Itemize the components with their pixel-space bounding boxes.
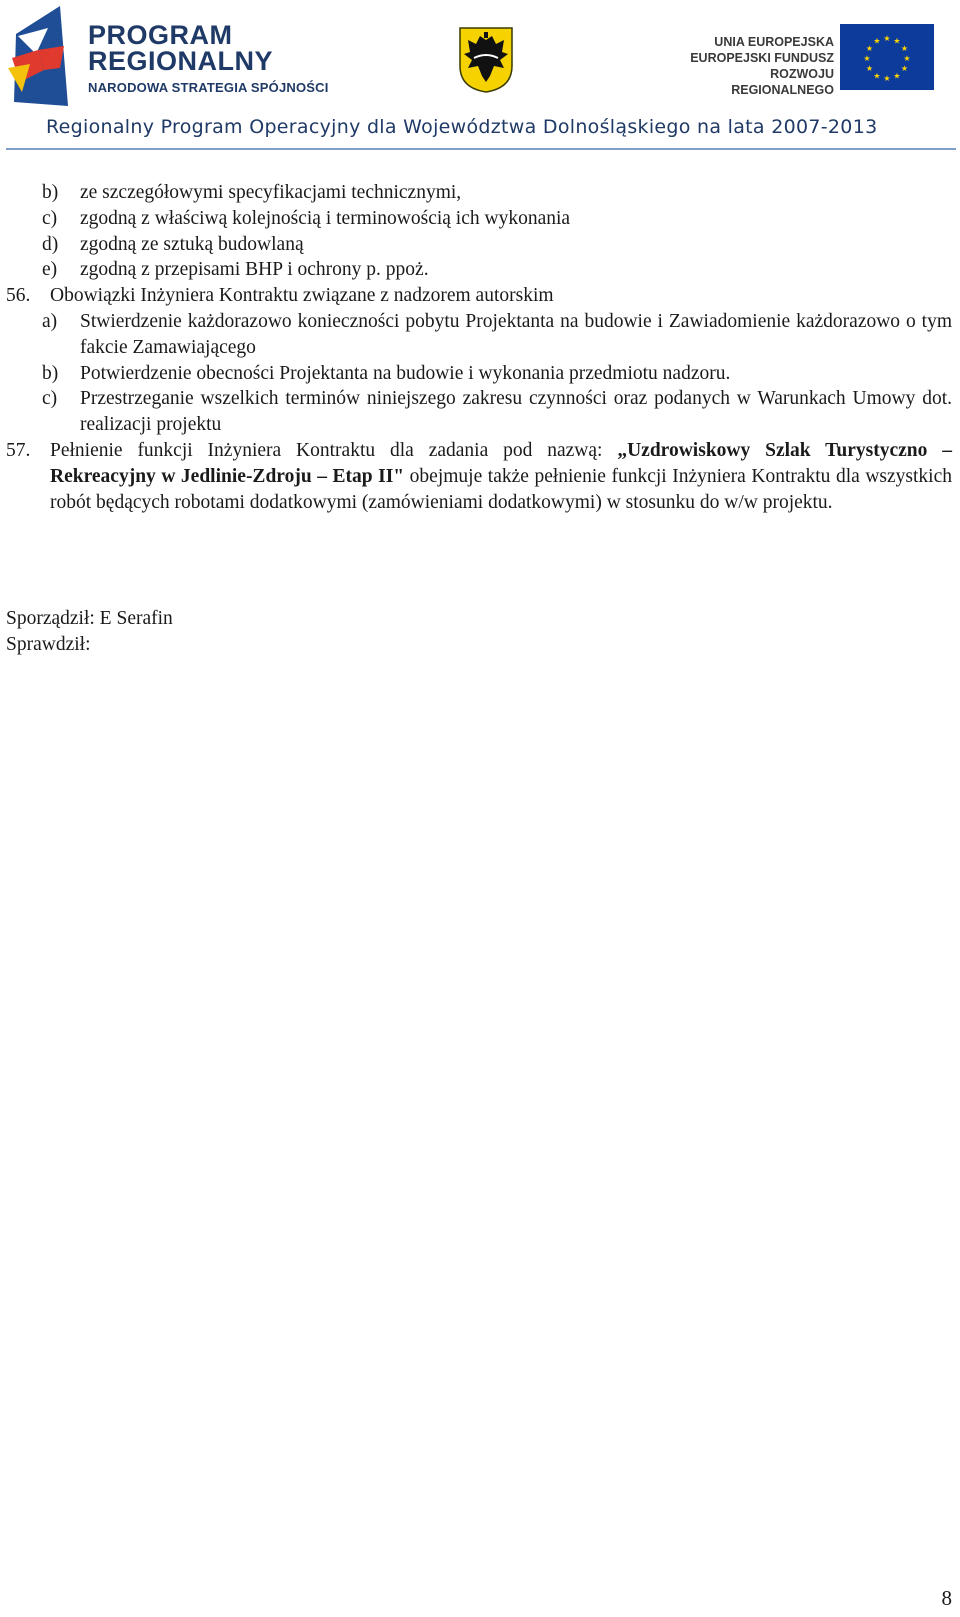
prepared-by: Sporządził: E Serafin — [6, 608, 173, 629]
svg-text:★: ★ — [900, 64, 909, 73]
section-57 — [0, 438, 960, 515]
svg-text:★: ★ — [883, 34, 891, 43]
list-item-text: Przestrzeganie wszelkich terminów niniejszego zakresu czynności oraz podanych w Warunkach Umowy dot. realizacji projektu — [80, 388, 952, 436]
list-item-text: Potwierdzenie obecności Projektanta na budowie i wykonania przedmiotu nadzoru. — [80, 362, 731, 384]
section-56 — [0, 283, 960, 309]
list-item — [0, 257, 960, 283]
document-body — [0, 180, 960, 515]
list-marker: e) — [42, 259, 58, 281]
list-item-text: zgodną z właściwą kolejnością i terminowością ich wykonania — [80, 207, 571, 229]
list-marker: b) — [42, 182, 59, 203]
page-number: 8 — [941, 1586, 952, 1610]
paragraph-text-start: Pełnienie funkcji Inżyniera Kontraktu dla zadania pod nazwą: — [50, 439, 618, 461]
lower-silesia-eagle-emblem-icon — [458, 26, 514, 94]
svg-text:★: ★ — [863, 54, 871, 63]
svg-text:★: ★ — [893, 36, 901, 46]
svg-text:★: ★ — [883, 74, 891, 83]
list-item-text: zgodną ze sztuką budowlaną — [80, 233, 304, 255]
section-heading: Obowiązki Inżyniera Kontraktu związane z nadzorem autorskim — [50, 285, 554, 307]
svg-text:★: ★ — [873, 36, 881, 46]
logo-wordmark-line-1: PROGRAM — [88, 20, 233, 50]
logo-wordmark-line-2: REGIONALNY — [88, 46, 274, 76]
svg-text:★: ★ — [873, 71, 881, 81]
signoff-block — [6, 606, 173, 658]
list-marker: d) — [42, 233, 59, 255]
program-title: Regionalny Program Operacyjny dla Województwa Dolnośląskiego na lata 2007-2013 — [46, 116, 878, 138]
list-item — [0, 232, 960, 258]
document-header — [0, 0, 960, 152]
list-marker: c) — [42, 388, 58, 410]
section-number: 56. — [6, 285, 31, 307]
list-item-text: ze szczegółowymi specyfikacjami technicznymi, — [80, 182, 462, 203]
header-divider — [6, 148, 956, 150]
list-item — [0, 386, 960, 438]
list-item-text: zgodną z przepisami BHP i ochrony p. ppoż. — [80, 259, 429, 281]
project-name: „Uzdrowiskowy Szlak Turystyczno – Rekreacyjny w Jedlinie-Zdroju – Etap II" — [50, 439, 952, 487]
eu-label-line-2: EUROPEJSKI FUNDUSZ — [690, 51, 834, 65]
svg-text:★: ★ — [865, 64, 874, 73]
logo-wordmark-line-3: NARODOWA STRATEGIA SPÓJNOŚCI — [88, 80, 329, 95]
svg-text:★: ★ — [865, 44, 874, 53]
eu-label-line-1: UNIA EUROPEJSKA — [714, 35, 834, 49]
checked-by: Sprawdził: — [6, 633, 91, 655]
svg-text:★: ★ — [893, 71, 901, 81]
paragraph-text-end: obejmuje także pełnienie funkcji Inżyniera Kontraktu dla wszystkich robót będących robotami dodatkowymi (zamówieniami dodatkowymi) w stosunku do w/w projektu. — [50, 465, 952, 513]
eu-label-line-3: ROZWOJU REGIONALNEGO — [731, 67, 834, 97]
svg-text:★: ★ — [903, 54, 911, 63]
svg-text:★: ★ — [900, 44, 909, 53]
list-item — [0, 361, 960, 387]
section-number: 57. — [6, 439, 31, 461]
list-marker: c) — [42, 207, 58, 229]
list-item — [0, 180, 960, 206]
list-marker: b) — [42, 362, 59, 384]
list-item-text: Stwierdzenie każdorazowo konieczności pobytu Projektanta na budowie i Zawiadomienie każdorazowo o tym fakcie Zamawiającego — [80, 310, 952, 358]
list-item — [0, 206, 960, 232]
list-item — [0, 309, 960, 361]
program-regionalny-wordmark — [88, 22, 329, 95]
eu-flag-icon — [840, 24, 934, 90]
list-marker: a) — [42, 310, 58, 332]
eu-fund-label — [664, 34, 834, 98]
section-paragraph — [50, 438, 952, 515]
